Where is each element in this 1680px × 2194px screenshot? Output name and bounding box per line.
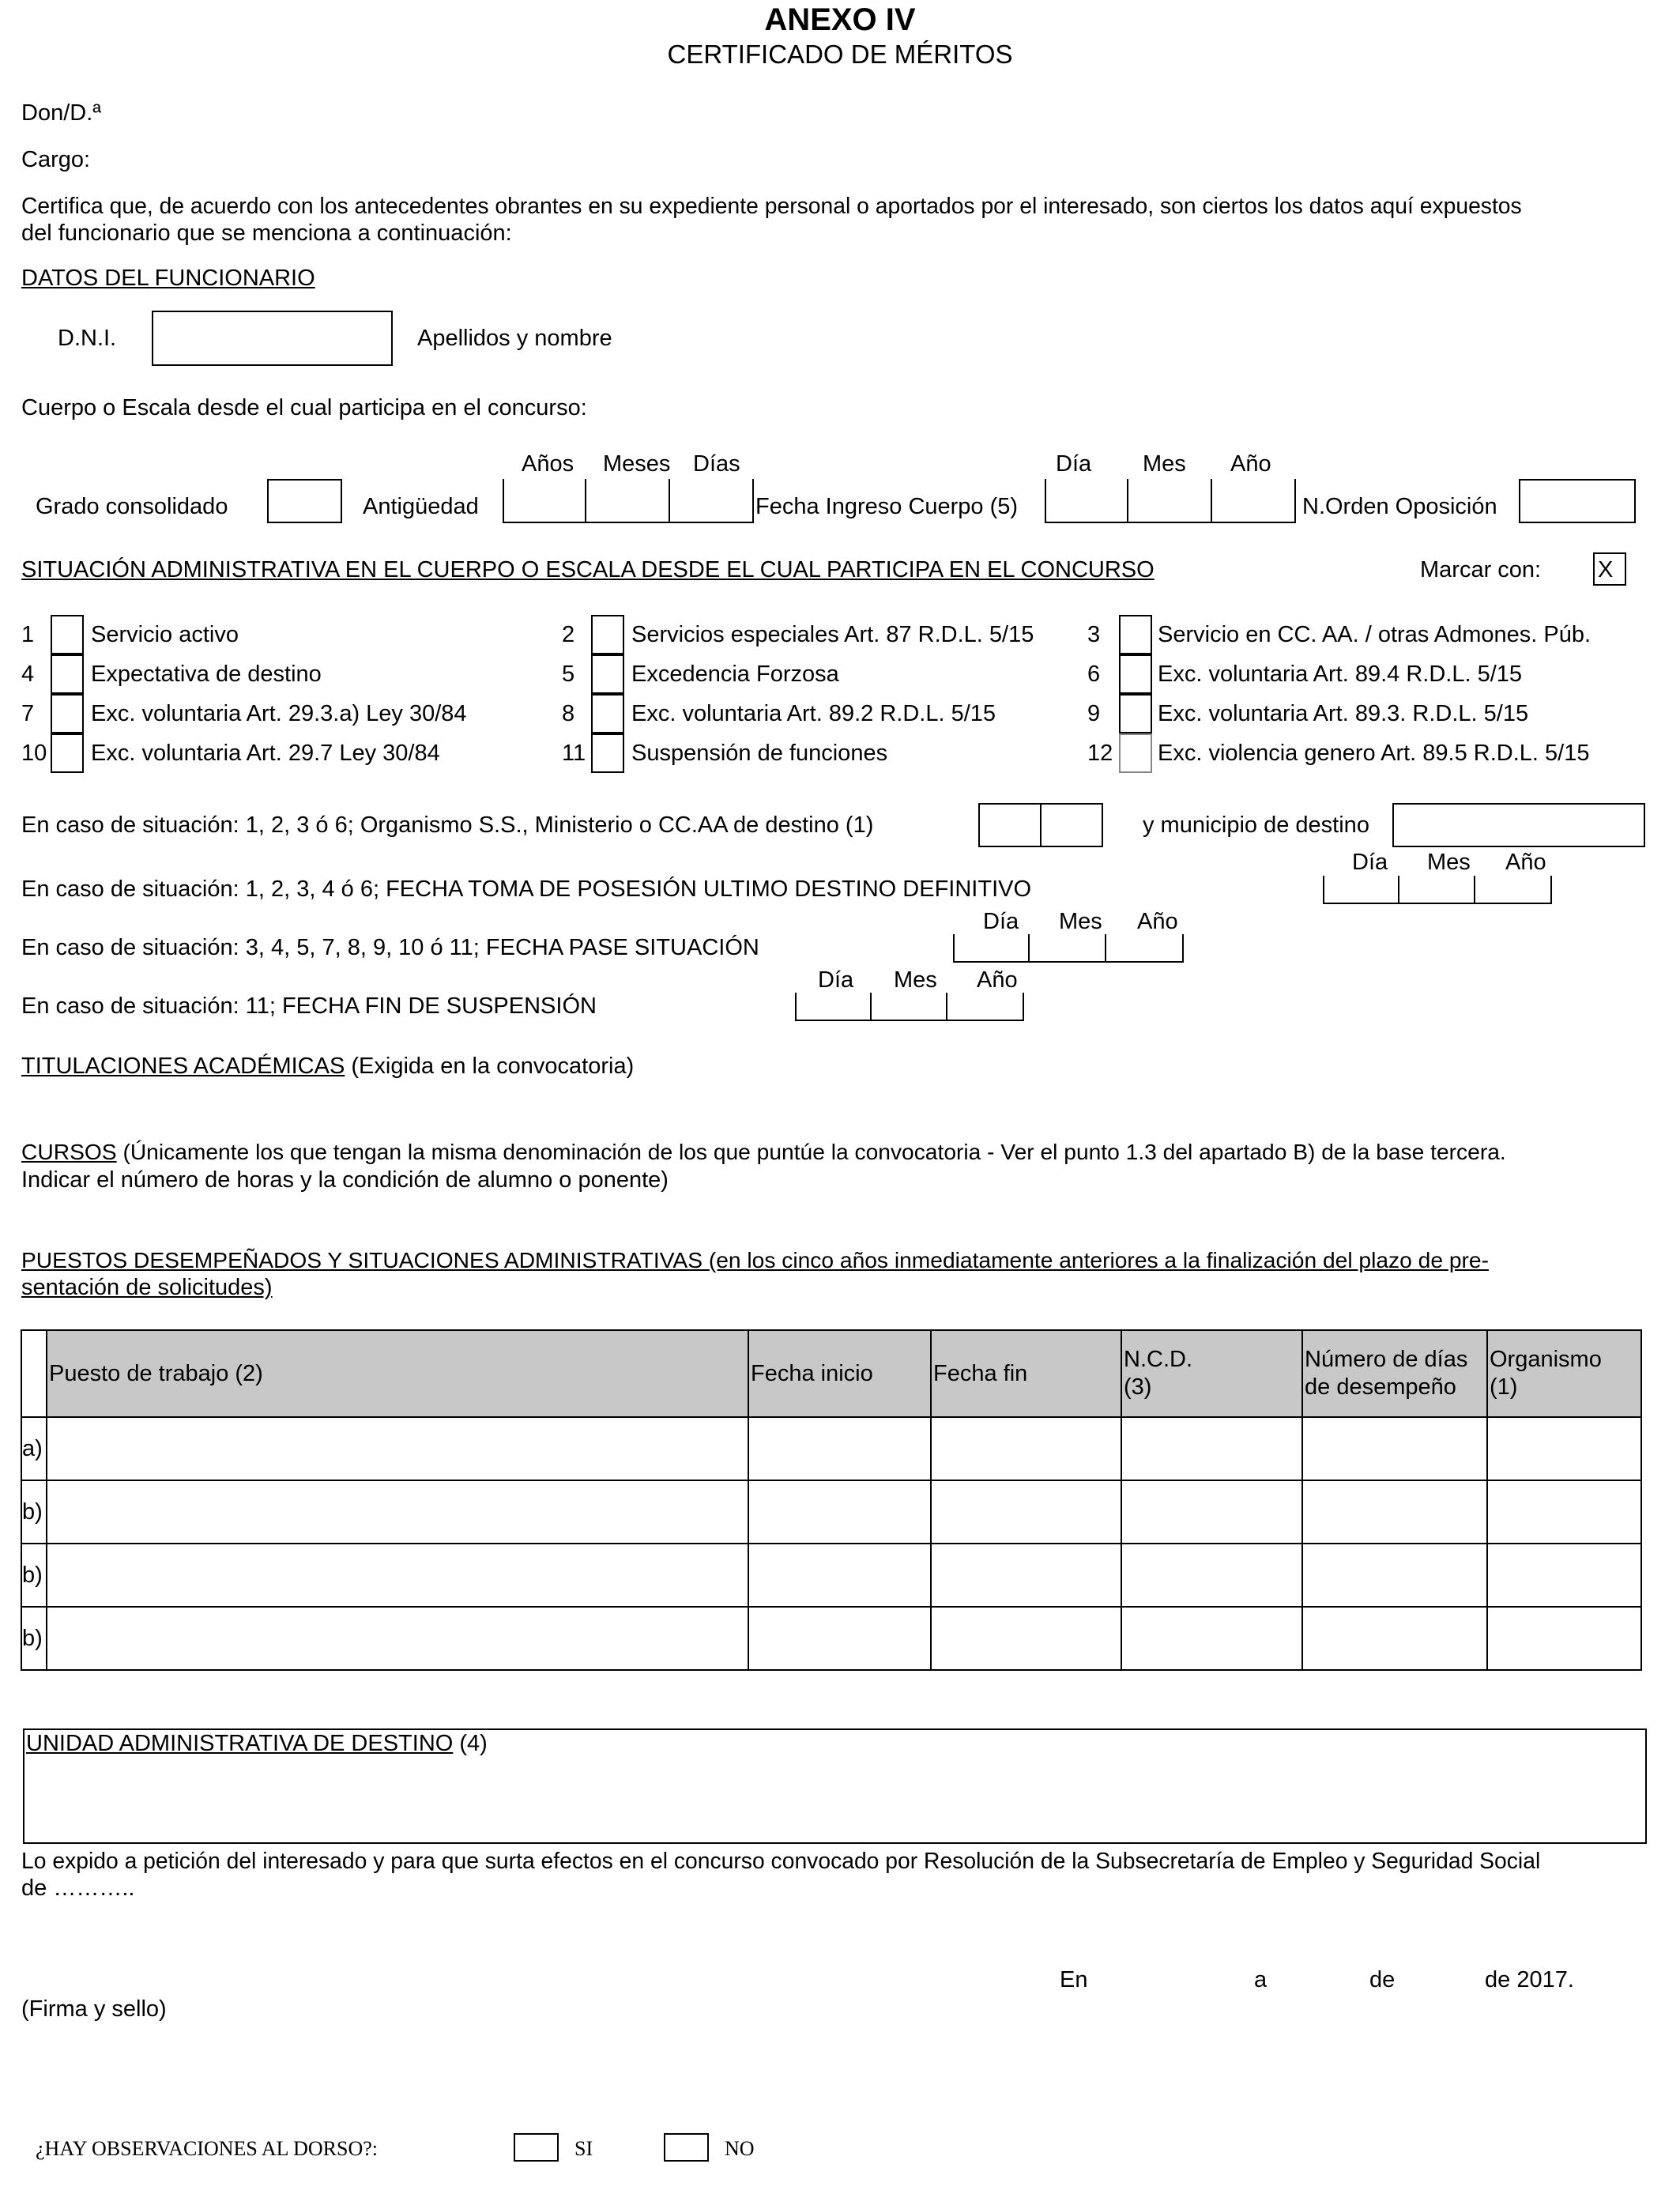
dias-header: Días	[693, 451, 740, 477]
dni-input[interactable]	[152, 311, 393, 366]
marcar-label: Marcar con:	[1420, 557, 1542, 582]
ingreso-ano-input[interactable]	[1212, 479, 1296, 523]
page-subtitle: CERTIFICADO DE MÉRITOS	[667, 40, 1013, 69]
table-row	[21, 1417, 1641, 1480]
situacion-option-checkbox[interactable]	[51, 694, 84, 733]
cell-organismo[interactable]	[1487, 1480, 1641, 1544]
row-label: b)	[21, 1480, 47, 1544]
fin-ano-input[interactable]	[947, 993, 1024, 1021]
antiguedad-meses-input[interactable]	[586, 479, 670, 523]
situacion-option-label: Servicios especiales Art. 87 R.D.L. 5/15	[631, 622, 1034, 647]
ingreso-dia-header: Día	[1056, 451, 1092, 477]
expido-a: a	[1254, 1967, 1268, 1992]
toma-mes-header: Mes	[1427, 850, 1471, 875]
cursos-note-2: Indicar el número de horas y la condición de alumno o ponente)	[21, 1167, 669, 1193]
ingreso-mes-input[interactable]	[1128, 479, 1212, 523]
situacion-option-label: Exc. voluntaria Art. 89.3. R.D.L. 5/15	[1158, 701, 1529, 726]
situacion-option-checkbox[interactable]	[1119, 654, 1152, 694]
pase-mes-header: Mes	[1059, 909, 1102, 934]
expido-year: de 2017.	[1485, 1967, 1574, 1992]
situacion-option-label: Servicio en CC. AA. / otras Admones. Púb.	[1158, 622, 1591, 647]
fin-dia-header: Día	[818, 967, 854, 993]
situacion-option-num: 9	[1087, 701, 1101, 726]
cell-fecha-inicio[interactable]	[748, 1480, 931, 1544]
situacion-option-checkbox[interactable]	[1119, 733, 1152, 773]
situacion-option-num: 12	[1087, 741, 1113, 766]
col-fecha-fin: Fecha fin	[931, 1330, 1121, 1417]
expido-text-2: de ………..	[21, 1875, 135, 1901]
orden-input[interactable]	[1519, 479, 1636, 523]
situacion-option-num: 11	[562, 741, 586, 766]
table-row	[21, 1480, 1641, 1544]
situacion-option-checkbox[interactable]	[51, 733, 84, 773]
municipio-label: y municipio de destino	[1143, 812, 1369, 838]
puestos-heading-2: sentación de solicitudes)	[21, 1275, 273, 1300]
expido-text-1: Lo expido a petición del interesado y para que surta efectos en el concurso convocado por Resolución de la Subsecretaría de Empleo y Seguridad Social	[21, 1848, 1541, 1873]
fin-mes-header: Mes	[894, 967, 937, 993]
situacion-option-checkbox[interactable]	[591, 694, 624, 733]
fin-mes-input[interactable]	[872, 993, 947, 1021]
cell-dias[interactable]	[1302, 1544, 1487, 1607]
col-dias: Número de días de desempeño	[1302, 1330, 1487, 1417]
row-label: a)	[21, 1417, 47, 1480]
pase-mes-input[interactable]	[1030, 934, 1106, 963]
expido-de: de	[1369, 1967, 1396, 1992]
situacion-option-checkbox[interactable]	[1119, 615, 1152, 654]
cell-ncd[interactable]	[1121, 1417, 1302, 1480]
col-puesto: Puesto de trabajo (2)	[47, 1330, 748, 1417]
situacion-option-label: Suspensión de funciones	[631, 741, 888, 766]
anos-header: Años	[522, 451, 574, 477]
antiguedad-dias-input[interactable]	[670, 479, 754, 523]
situacion-option-num: 7	[21, 701, 35, 726]
situacion-option-label: Servicio activo	[91, 622, 239, 647]
observaciones-si-label: SI	[574, 2137, 593, 2160]
row-label: b)	[21, 1544, 47, 1607]
cursos-note: (Únicamente los que tengan la misma denominación de los que puntúe la convocatoria - Ver el punto 1.3 del apartado B) de la base tercera.	[116, 1139, 1506, 1164]
cell-organismo[interactable]	[1487, 1417, 1641, 1480]
cuerpo-label: Cuerpo o Escala desde el cual participa en el concurso:	[21, 395, 587, 420]
table-corner	[21, 1330, 47, 1417]
toma-ano-header: Año	[1505, 850, 1546, 875]
certifica-text-2: del funcionario que se menciona a continuación:	[21, 221, 512, 246]
cursos-heading	[21, 1139, 1506, 1164]
ingreso-mes-header: Mes	[1143, 451, 1186, 477]
unidad-note: (4)	[453, 1731, 488, 1756]
antiguedad-label: Antigüedad	[363, 494, 479, 519]
cell-puesto[interactable]	[47, 1607, 748, 1670]
table-row	[21, 1607, 1641, 1670]
cell-puesto[interactable]	[47, 1544, 748, 1607]
organismo-input-2[interactable]	[1040, 803, 1103, 847]
cell-fecha-fin[interactable]	[931, 1417, 1121, 1480]
cell-fecha-inicio[interactable]	[748, 1607, 931, 1670]
situacion-option-num: 2	[562, 622, 575, 647]
situacion-option-label: Exc. violencia genero Art. 89.5 R.D.L. 5/15	[1158, 741, 1590, 766]
titulaciones-title: TITULACIONES ACADÉMICAS	[21, 1054, 345, 1079]
cell-dias[interactable]	[1302, 1480, 1487, 1544]
grado-label: Grado consolidado	[36, 494, 228, 519]
situacion-option-label: Excedencia Forzosa	[631, 662, 839, 687]
antiguedad-anos-input[interactable]	[503, 479, 586, 523]
col-ncd: N.C.D. (3)	[1121, 1330, 1302, 1417]
situacion-option-label: Exc. voluntaria Art. 29.7 Ley 30/84	[91, 741, 440, 766]
ingreso-ano-header: Año	[1230, 451, 1271, 477]
situacion-option-checkbox[interactable]	[591, 615, 624, 654]
situacion-option-checkbox[interactable]	[51, 654, 84, 694]
cell-dias[interactable]	[1302, 1417, 1487, 1480]
unidad-title: UNIDAD ADMINISTRATIVA DE DESTINO	[26, 1731, 454, 1756]
puestos-table	[21, 1329, 1642, 1671]
situacion-option-label: Exc. voluntaria Art. 89.4 R.D.L. 5/15	[1158, 662, 1523, 687]
row-label: b)	[21, 1607, 47, 1670]
situacion-option-num: 8	[562, 701, 575, 726]
puestos-heading-1: PUESTOS DESEMPEÑADOS Y SITUACIONES ADMINISTRATIVAS (en los cinco años inmediatamente anteriores a la finalización del plazo de pre-	[21, 1247, 1489, 1272]
situacion-option-checkbox[interactable]	[591, 733, 624, 773]
situacion-option-checkbox[interactable]	[1119, 694, 1152, 733]
pase-dia-header: Día	[983, 909, 1019, 934]
table-row	[21, 1544, 1641, 1607]
cell-puesto[interactable]	[47, 1480, 748, 1544]
cell-organismo[interactable]	[1487, 1607, 1641, 1670]
situacion-option-label: Expectativa de destino	[91, 662, 322, 687]
situacion-option-label: Exc. voluntaria Art. 89.2 R.D.L. 5/15	[631, 701, 996, 726]
table-header-row	[21, 1330, 1641, 1417]
observaciones-question: ¿HAY OBSERVACIONES AL DORSO?:	[36, 2137, 378, 2160]
situacion-option-num: 5	[562, 662, 575, 687]
don-label: Don/D.ª	[21, 100, 101, 126]
observaciones-no-checkbox[interactable]	[664, 2133, 709, 2162]
situacion-option-num: 1	[21, 622, 35, 647]
toma-mes-input[interactable]	[1399, 876, 1475, 904]
col-fecha-inicio: Fecha inicio	[748, 1330, 931, 1417]
fin-dia-input[interactable]	[795, 993, 872, 1021]
unidad-heading	[26, 1731, 488, 1757]
fecha-ingreso-label: Fecha Ingreso Cuerpo (5)	[755, 494, 1019, 519]
marcar-example-value: X	[1598, 557, 1614, 582]
fin-ano-header: Año	[977, 967, 1018, 993]
municipio-input[interactable]	[1392, 803, 1645, 847]
apellidos-label: Apellidos y nombre	[417, 326, 612, 351]
situacion-heading: SITUACIÓN ADMINISTRATIVA EN EL CUERPO O ESCALA DESDE EL CUAL PARTICIPA EN EL CONCURSO	[21, 557, 1155, 582]
situacion-option-num: 10	[21, 741, 47, 766]
cell-puesto[interactable]	[47, 1417, 748, 1480]
situacion-option-checkbox[interactable]	[51, 615, 84, 654]
titulaciones-note: (Exigida en la convocatoria)	[345, 1054, 635, 1079]
observaciones-no-label: NO	[725, 2137, 755, 2160]
situacion-option-num: 6	[1087, 662, 1101, 687]
situacion-option-num: 3	[1087, 622, 1101, 647]
pase-ano-header: Año	[1137, 909, 1178, 934]
cell-ncd[interactable]	[1121, 1607, 1302, 1670]
toma-dia-header: Día	[1352, 850, 1388, 875]
pase-dia-input[interactable]	[953, 934, 1030, 963]
dni-label: D.N.I.	[58, 326, 117, 351]
toma-ano-input[interactable]	[1475, 876, 1552, 904]
funcionario-heading: DATOS DEL FUNCIONARIO	[21, 266, 315, 291]
cell-fecha-fin[interactable]	[931, 1544, 1121, 1607]
cell-fecha-inicio[interactable]	[748, 1417, 931, 1480]
page-title: ANEXO IV	[764, 2, 916, 37]
toma-dia-input[interactable]	[1323, 876, 1399, 904]
cell-fecha-fin[interactable]	[931, 1607, 1121, 1670]
grado-input[interactable]	[267, 479, 342, 523]
cell-fecha-fin[interactable]	[931, 1480, 1121, 1544]
cell-dias[interactable]	[1302, 1607, 1487, 1670]
observaciones-si-checkbox[interactable]	[514, 2133, 559, 2162]
meses-header: Meses	[603, 451, 671, 477]
expido-en: En	[1060, 1967, 1088, 1992]
organismo-input-1[interactable]	[978, 803, 1042, 847]
situacion-option-checkbox[interactable]	[591, 654, 624, 694]
certifica-text-1: Certifica que, de acuerdo con los antecedentes obrantes en su expediente personal o aportados por el interesado, son ciertos los datos aquí expuestos	[21, 193, 1522, 218]
cell-ncd[interactable]	[1121, 1544, 1302, 1607]
cell-fecha-inicio[interactable]	[748, 1544, 931, 1607]
pase-label: En caso de situación: 3, 4, 5, 7, 8, 9, 10 ó 11; FECHA PASE SITUACIÓN	[21, 935, 759, 960]
cell-ncd[interactable]	[1121, 1480, 1302, 1544]
situacion-option-label: Exc. voluntaria Art. 29.3.a) Ley 30/84	[91, 701, 467, 726]
ingreso-dia-input[interactable]	[1045, 479, 1128, 523]
organismo-label: En caso de situación: 1, 2, 3 ó 6; Organismo S.S., Ministerio o CC.AA de destino (1)	[21, 812, 874, 838]
cell-organismo[interactable]	[1487, 1544, 1641, 1607]
toma-label: En caso de situación: 1, 2, 3, 4 ó 6; FECHA TOMA DE POSESIÓN ULTIMO DESTINO DEFINITIVO	[21, 876, 1032, 902]
orden-label: N.Orden Oposición	[1302, 494, 1497, 519]
titulaciones-heading	[21, 1054, 634, 1080]
col-organismo: Organismo (1)	[1487, 1330, 1641, 1417]
cursos-title: CURSOS	[21, 1139, 117, 1164]
cargo-label: Cargo:	[21, 147, 91, 172]
firma-label: (Firma y sello)	[21, 1996, 167, 2022]
situacion-option-num: 4	[21, 662, 35, 687]
fin-label: En caso de situación: 11; FECHA FIN DE SUSPENSIÓN	[21, 993, 597, 1019]
pase-ano-input[interactable]	[1106, 934, 1184, 963]
